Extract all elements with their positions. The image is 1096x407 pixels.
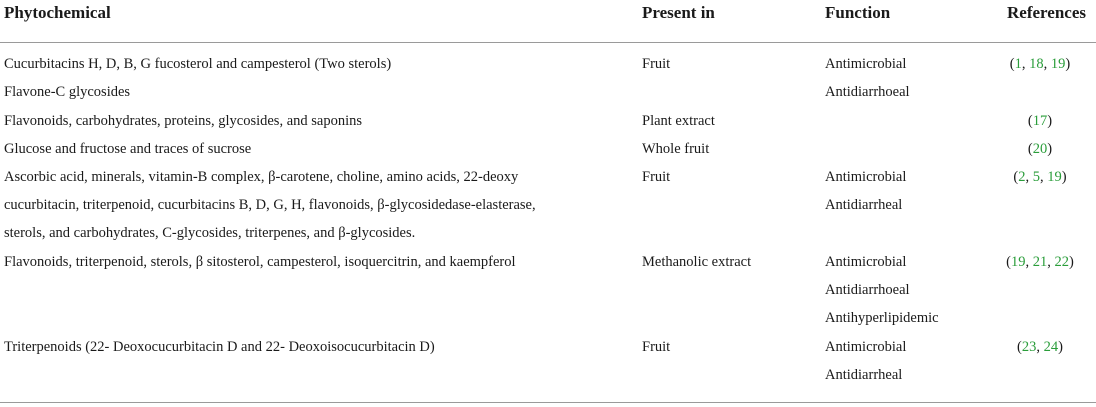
phytochemical-line: Flavone-C glycosides: [4, 84, 131, 100]
cell-function: [825, 163, 995, 219]
cell-references: (19, 21, 22): [1006, 254, 1074, 270]
reference-link[interactable]: 22: [1054, 254, 1069, 270]
cell-present-in: Methanolic extract: [642, 254, 752, 270]
reference-link[interactable]: 18: [1029, 56, 1044, 72]
function-line: Antimicrobial: [825, 254, 907, 270]
function-line: Antidiarrhoeal: [825, 84, 910, 100]
reference-link[interactable]: 19: [1011, 254, 1026, 270]
function-line: Antidiarrheal: [825, 197, 903, 213]
phytochemical-line: sterols, and carbohydrates, C-glycosides, triterpenes, and β-glycosides.: [4, 225, 416, 241]
header-references: References: [1007, 3, 1086, 22]
cell-references: (23, 24): [1017, 339, 1063, 355]
cell-references: (17): [1027, 113, 1053, 129]
cell-phytochemical: [4, 50, 619, 106]
cell-present-in: Fruit: [642, 169, 671, 185]
cell-present-in: Whole fruit: [642, 141, 710, 157]
phytochemical-line: Cucurbitacins H, D, B, G fucosterol and campesterol (Two sterols): [4, 56, 392, 72]
reference-link[interactable]: 19: [1047, 169, 1062, 185]
cell-phytochemical: [4, 248, 619, 276]
function-line: Antimicrobial: [825, 339, 907, 355]
header-present-in: Present in: [642, 3, 715, 22]
cell-phytochemical: [4, 135, 619, 163]
reference-link[interactable]: 21: [1032, 254, 1048, 270]
phytochemical-line: Triterpenoids (22- Deoxocucurbitacin D and 22- Deoxoisocucurbitacin D): [4, 339, 435, 355]
cell-function: [825, 333, 995, 389]
cell-function: [825, 248, 995, 332]
reference-link[interactable]: 23: [1021, 339, 1037, 355]
cell-references: (1, 18, 19): [1009, 56, 1071, 72]
cell-present-in: Fruit: [642, 56, 671, 72]
phytochemical-line: cucurbitacin, triterpenoid, cucurbitacins B, D, G, H, flavonoids, β-glycosidedase-elasterase,: [4, 197, 536, 213]
header-function: Function: [825, 3, 891, 22]
reference-link[interactable]: 17: [1032, 113, 1048, 129]
cell-references: (2, 5, 19): [1013, 169, 1067, 185]
function-line: Antimicrobial: [825, 56, 907, 72]
function-line: Antidiarrheal: [825, 367, 903, 383]
cell-phytochemical: [4, 107, 619, 135]
function-line: Antimicrobial: [825, 169, 907, 185]
phytochemical-line: Flavonoids, carbohydrates, proteins, glycosides, and saponins: [4, 113, 363, 129]
table-header: [0, 0, 1096, 43]
phytochemical-line: Ascorbic acid, minerals, vitamin-B complex, β-carotene, choline, amino acids, 22-deoxy: [4, 169, 519, 185]
cell-references: (20): [1027, 141, 1053, 157]
reference-link[interactable]: 24: [1043, 339, 1059, 355]
bottom-rule: [0, 402, 1096, 403]
function-line: Antidiarrhoeal: [825, 282, 910, 298]
reference-link[interactable]: 2: [1018, 169, 1026, 185]
reference-link[interactable]: 19: [1050, 56, 1066, 72]
reference-link[interactable]: 20: [1032, 141, 1048, 157]
cell-present-in: Plant extract: [642, 113, 715, 129]
function-line: Antihyperlipidemic: [825, 310, 939, 326]
cell-function: [825, 50, 995, 106]
cell-present-in: Fruit: [642, 339, 671, 355]
phytochemical-line: Glucose and fructose and traces of sucrose: [4, 141, 252, 157]
cell-phytochemical: [4, 163, 619, 247]
reference-link[interactable]: 5: [1032, 169, 1040, 185]
header-phytochemical: Phytochemical: [4, 3, 111, 22]
reference-link[interactable]: 1: [1014, 56, 1022, 72]
cell-phytochemical: [4, 333, 619, 361]
phytochemical-line: Flavonoids, triterpenoid, sterols, β sitosterol, campesterol, isoquercitrin, and kaempferol: [4, 254, 516, 270]
